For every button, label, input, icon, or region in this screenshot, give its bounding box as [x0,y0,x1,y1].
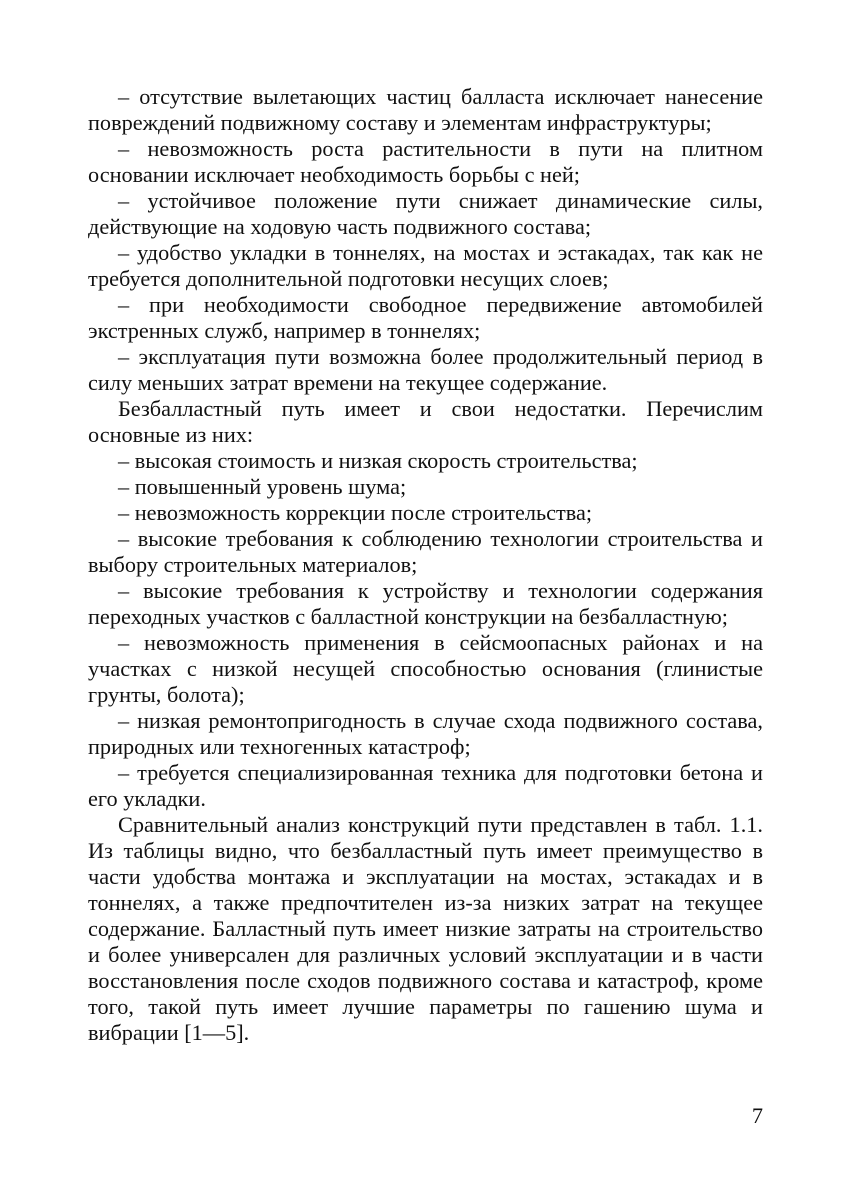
list-item-no-ballast-particles: – отсутствие вылетающих частиц балласта исключает нанесение повреждений подвижному составу и элементам инфраструктуры; [88,84,763,135]
list-item-noise: – повышенный уровень шума; [118,474,407,499]
list-item-no-vegetation: – невозможность роста растительности в пути на плитном основании исключает необходимость борьбы с ней; [88,136,763,187]
list-item-emergency-vehicles: – при необходимости свободное передвижение автомобилей экстренных служб, например в тоннелях; [88,292,763,343]
list-item-low-repairability: – низкая ремонтопригодность в случае схода подвижного состава, природных или техногенных катастроф; [88,708,763,759]
list-item-transition-sections: – высокие требования к устройству и технологии содержания переходных участков с балластной конструкции на безбалластную; [88,578,763,629]
paragraph-disadvantages-intro: Безбалластный путь имеет и свои недостатки. Перечислим основные из них: [88,396,763,447]
list-item-seismic-areas: – невозможность применения в сейсмоопасных районах и на участках с низкой несущей способностью основания (глинистые грунты, болота); [88,630,763,707]
list-item-special-equipment: – требуется специализированная техника для подготовки бетона и его укладки. [88,760,763,811]
list-item-technology-requirements: – высокие требования к соблюдению технологии строительства и выбору строительных материалов; [88,526,763,577]
page-number: 7 [751,1103,763,1128]
list-item-high-cost: – высокая стоимость и низкая скорость строительства; [118,448,638,473]
paragraph-comparative-analysis: Сравнительный анализ конструкций пути представлен в табл. 1.1. Из таблицы видно, что безбалластный путь имеет преимущество в части удобства монтажа и эксплуатации на мостах, эстакадах и в тоннелях, а также предпочтителен из-за низких затрат на текущее содержание. Балластный путь имеет низкие затраты на строительство и более универсален для различных условий эксплуатации и в части восстановления после сходов подвижного состава и катастроф, кроме того, такой путь имеет лучшие параметры по гашению шума и вибрации [1—5]. [88,812,763,1045]
list-item-tunnels-bridges: – удобство укладки в тоннелях, на мостах и эстакадах, так как не требуется дополнительной подготовки несущих слоев; [88,240,763,291]
page-body [88,84,763,1046]
list-item-stable-track: – устойчивое положение пути снижает динамические силы, действующие на ходовую часть подвижного состава; [88,188,763,239]
list-item-longer-operation: – эксплуатация пути возможна более продолжительный период в силу меньших затрат времени на текущее содержание. [88,344,763,395]
list-item-no-correction: – невозможность коррекции после строительства; [118,500,593,525]
